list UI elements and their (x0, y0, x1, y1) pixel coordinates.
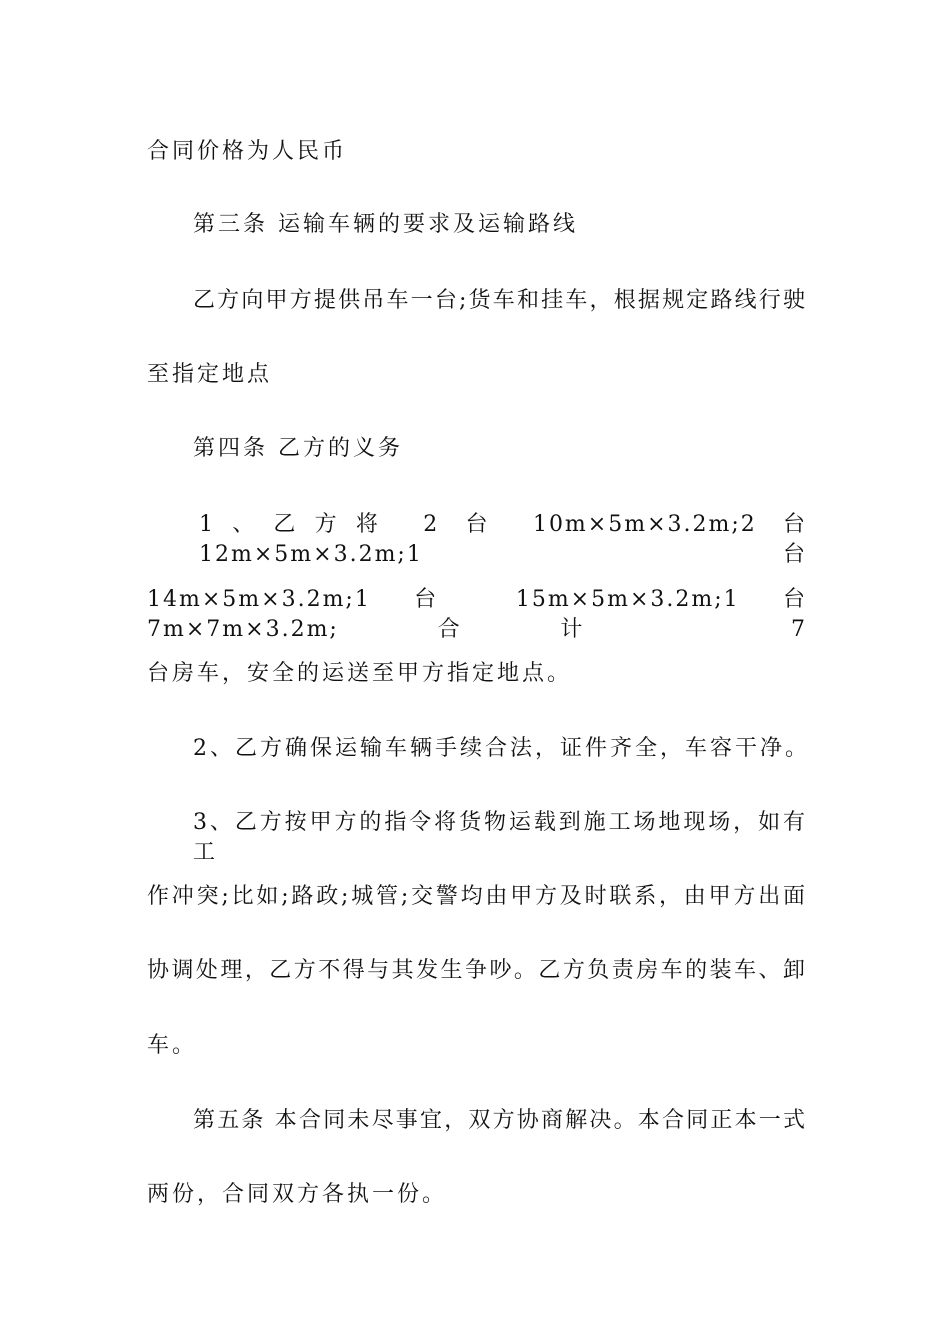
article-4-item-3-line-1: 3、乙方按甲方的指令将货物运载到施工场地现场，如有工 (193, 810, 807, 865)
article-3-heading: 第三条 运输车辆的要求及运输路线 (193, 212, 578, 237)
article-5-line-1: 第五条 本合同未尽事宜，双方协商解决。本合同正本一式 (193, 1108, 807, 1133)
article-4-item-1-line-3: 台房车，安全的运送至甲方指定地点。 (147, 661, 573, 686)
article-4-heading: 第四条 乙方的义务 (193, 436, 403, 461)
article-4-item-1-line-2: 14m×5m×3.2m;1 台 15m×5m×3.2m;1 台 7m×7m×3.2m;合计 7 (147, 587, 807, 642)
text-line-price: 合同价格为人民币 (147, 139, 348, 164)
article-4-item-3-line-4: 车。 (147, 1033, 198, 1058)
article-4-item-3-line-3: 协调处理，乙方不得与其发生争吵。乙方负责房车的装车、卸 (147, 958, 807, 983)
article-5-line-2: 两份，合同双方各执一份。 (147, 1182, 448, 1207)
article-3-text-line-1: 乙方向甲方提供吊车一台;货车和挂车，根据规定路线行驶 (193, 288, 807, 313)
article-4-item-1-line-1: 1、乙方将 2 台 10m×5m×3.2m;2 台 12m×5m×3.2m;1 台 (199, 512, 807, 567)
article-4-item-3-line-2: 作冲突;比如;路政;城管;交警均由甲方及时联系，由甲方出面 (147, 884, 807, 909)
article-4-item-2: 2、乙方确保运输车辆手续合法，证件齐全，车容干净。 (193, 736, 810, 761)
article-3-text-line-2: 至指定地点 (147, 362, 273, 387)
